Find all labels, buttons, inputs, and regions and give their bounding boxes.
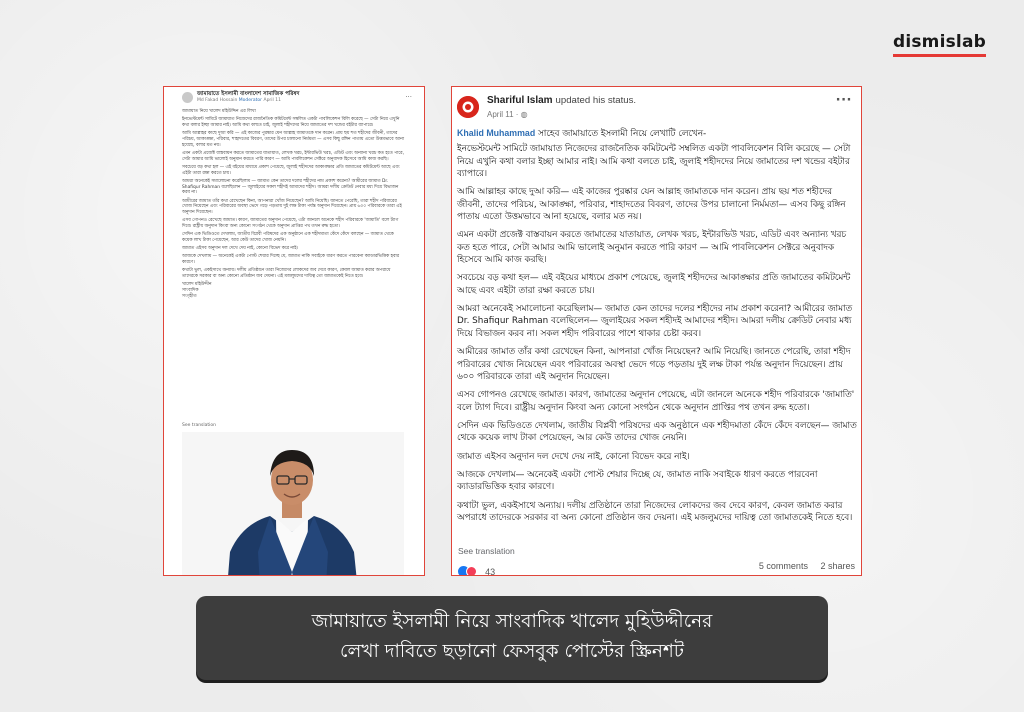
post-stats: [749, 561, 855, 571]
left-paragraph: ইনভেস্টমেন্ট সামিটে জামায়াত নিজেদের রাজনৈতিক কমিটমেন্ট সম্বলিত একটা পাবলিকেশন বিলি করেছে — সেটা নিয়ে এখুনি কথা বলার ইচ্ছা আমার নাই। আমি কথা বলতে চাই, জুলাই শহীদদের নিয়ে জামাতের দশ খন্ডের বইটার ব্যাপারে।: [182, 117, 400, 128]
post-paragraph: এসব গোপনও রেখেছে জামাত। কারণ, জামাতের অনুদান পেয়েছে, এটা জানলে অনেকে শহীদ পরিবারকে 'জামাতি' বলে ট্যাগ দিবে। রাষ্ট্রীয় অনুদান কিংবা অন্য কোনো সংগঠন থেকে অনুদান প্রাপ্তির পথ তখন রুদ্ধ হতো।: [457, 390, 855, 413]
reaction-count: 43: [485, 566, 496, 576]
left-signature-collected: সংগৃহীত: [182, 293, 197, 299]
caption-line-1: জামায়াতে ইসলামী নিয়ে সাংবাদিক খালেদ মুহিউদ্দীনের: [311, 611, 713, 632]
post-header: [487, 95, 636, 106]
left-post-date[interactable]: April 11: [263, 98, 281, 103]
see-translation-link[interactable]: See translation: [458, 546, 515, 556]
post-intro: [457, 127, 857, 140]
post-action: updated his status.: [555, 95, 637, 106]
post-date[interactable]: [487, 110, 528, 119]
post-paragraph: সবচেয়ে বড় কথা হল— এই বইয়ের মাধ্যমে প্রকাশ পেয়েছে, জুলাই শহীদদের আকাঙ্ক্ষার প্রতি জামাতের কমিটমেন্ট আছে এবং এইটা তারা রক্ষা করতে চায়।: [457, 273, 851, 296]
left-see-translation[interactable]: See translation: [182, 423, 217, 428]
love-reaction-icon: [466, 566, 477, 576]
left-more-icon[interactable]: ···: [405, 93, 412, 101]
post-paragraph: এমন একটা প্রজেক্ট বাস্তবায়ন করতে জামাতের যাতায়াত, লেখক খরচ, ইন্টারভিউ খরচ, এডিট এবং অন্যান্য খরচ কত হতে পারে, সেটা আমার আমি ভালোই অনুমান করতে পারি কারণ — আমি পাবলিকেশন সেক্টরে অনুবাদক হিসেবে আমি কাজ করছি।: [457, 230, 847, 266]
post-paragraph: কথাটা ভুল, একইসাথে অন্যায়। দলীয় প্রতিষ্ঠানে তারা নিজেদের লোকদের জব দেবে কারণ, কেবল জামাত করার অপরাধে তাদেরকে সরকার বা অন্য কোনো প্রতিষ্ঠান জব দেয়না। এই মজলুমদের দায়িত্ব তো জামাতকেই নিতে হবে।: [457, 500, 853, 523]
left-paragraph: সেদিন এক ভিডিওতে দেখলাম, জাতীয় বিপ্লবী পরিষদের এক অনুষ্ঠানে এক শহীদমাতা কেঁদে কেঁদে বলছেন — জামাত থেকে কয়েক লাখ টাকা পেয়েছেন, আর কেউ তাদের খোজ নেয়নি।: [182, 232, 394, 243]
post-paragraph: আমি আল্লাহর কাছে দুআ করি— এই কাজের পুরষ্কার যেন আল্লাহ জামাতকে দান করেন। প্রায় ছয় শত শহীদের জীবনী, তাদের পরিচয়, আকাঙ্ক্ষা, পরিবার, শাহাদতের বিবরণ, তাদের উপর চালানো নির্মমতা— এসব কিছু রঙ্গিন পাতায় এতো উত্তমভাবে আনা হয়েছে, বলার মত নয়।: [457, 187, 846, 223]
left-post-body: [182, 109, 404, 299]
post-author[interactable]: Shariful Islam: [487, 95, 553, 106]
post-paragraph: আমীরের জামাত তাঁর কথা রেখেছেন কিনা, আপনারা খোঁজ নিয়েছেন? আমি নিয়েছি। জানতে পেরেছি, তারা শহীদ পরিবারের খোজ নিয়েছেন এবং পরিবারের অবস্থা ভেদে গড়ে পড়তায় দুই লক্ষ টাকা পর্যন্ত অনুদান দিয়েছেন। প্রায় ৬০০ পরিবারকে তারা এই অনুদান দিয়েছেন।: [457, 347, 851, 382]
left-paragraph: এমন একটা প্রজেক্ট বাস্তবায়ন করতে জামাতের যাতায়াত, লেখক খরচ, ইন্টারভিউ খরচ, এডিট এবং অন্যান্য খরচ কত হতে পারে, সেটা আমার আমি ভালোই অনুমান করতে পারি কারণ — আমি পাবলিকেশন সেক্টরে অনুবাদক হিসেবে আমি কাজ করছি।: [182, 150, 404, 162]
globe-icon: ◍: [520, 110, 528, 119]
comment-count[interactable]: 5 comments: [758, 561, 808, 571]
left-paragraph: আমি আল্লাহর কাছে দুআ করি — এই কাজের পুরষ্কার যেন আল্লাহ জামাতকে দান করেন। প্রায় ছয় শত শহীদের জীবনী, তাদের পরিচয়, আকাঙ্ক্ষা, পরিবার, শাহাদতের বিবরণ, তাদের উপর চালানো নির্মমতা — এসব কিছু রঙ্গিন পাতায় এতো উত্তমভাবে আনা হয়েছে, বলার মত নয়।: [182, 131, 404, 148]
person-photo: [182, 432, 404, 576]
right-post-screenshot: [451, 86, 862, 576]
post-paragraph: আজকে দেখলাম— অনেকেই একটা পোস্ট শেয়ার দিচ্ছে যে, জামাত নাকি সবাইকে ধারণ করতে পারবেনা ক্যাডারভিত্তিক হবার কারণে।: [457, 469, 818, 493]
intro-text: সাহেব জামায়াতে ইসলামী নিয়ে লেখাটি লেখেন-: [535, 129, 707, 139]
left-paragraph: জামাত এইসব অনুদান দল দেখে দেয় নাই, কোনো বিভেদ করে নাই।: [182, 246, 299, 252]
mention-link[interactable]: Khalid Muhammad: [457, 128, 536, 138]
left-signature-name: খালেদ মহিউদ্দীন: [182, 282, 212, 288]
more-options-icon[interactable]: ···: [835, 93, 852, 108]
left-post-avatar[interactable]: [182, 92, 193, 103]
reactions-summary[interactable]: [458, 561, 495, 575]
brand-name: dismislab: [892, 32, 986, 52]
left-paragraph: কথাটা ভুল, একইসাথে অন্যায়। দলীয় প্রতিষ্ঠানে তারা নিজেদের লোকদের জব দেবে কারণ, কেবল জামাত করার অপরাধে তাদেরকে সরকার বা অন্য কোনো প্রতিষ্ঠান জব দেয়না। এই মজলুমদের দায়িত্ব তো জামাতকেই নিতে হবে।: [182, 268, 391, 280]
post-paragraph: আমরা অনেকেই সমালোচনা করেছিলাম— জামাত কেন তাদের দলের শহীদের নাম প্রকাশ করেনা? আমীরের জামাত Dr. Shafiqur Rahman বলেছিলেন— জুলাইয়ের সকল শহীদই আমাদের শহীদ। আমরা দলীয় ক্রেডিট নেবার মধ্য দিয়ে বিভাজন করব না। সকল শহীদ পরিবারের পাশে থাকার চেষ্টা করব।: [457, 304, 853, 339]
left-paragraph: আমীরের জামাত তাঁর কথা রেখেছেন কিনা, আপনারা খোঁজ নিয়েছেন? আমি নিয়েছি। জানতে পেরেছি, তারা শহীদ পরিবারের খোজ নিয়েছেন এবং পরিবারের অবস্থা ভেদে গড়ে পড়তায় দুই লক্ষ টাকা পর্যন্ত অনুদান দিয়েছেন। প্রায় ৬০০ পরিবারকে তারা এই অনুদান দিয়েছেন।: [182, 198, 402, 215]
avatar-emblem-icon: [457, 96, 479, 118]
left-paragraph: আমরা অনেকেই সমালোচনা করেছিলাম — জামাত কেন তাদের দলের শহীদের নাম প্রকাশ করেনা? আমীরের জামাত Dr. Shafiqur Rahman বলেছিলেন — জুলাইয়ের সকল শহীদই আমাদের শহীদ। আমরা দলীয় ক্রেডিট নেবার মধ্য দিয়ে বিভাজন করব না।: [182, 178, 399, 196]
left-post-meta: [197, 98, 281, 103]
left-paragraph: আজকে দেখলাম — অনেকেই একটা পোস্ট শেয়ার দিচ্ছে যে, জামাত নাকি সবাইকে ধারণ করতে পারবেনা ক্যাডারভিত্তিক হবার কারণে।: [182, 254, 400, 266]
left-post-page-name[interactable]: জামায়াতে ইসলামী বাংলাদেশ সামাজিক পরিষদ: [197, 91, 300, 97]
left-paragraph: জামায়াত নিয়ে খালেদ মহিউদ্দিন এর লিখা: [182, 109, 256, 114]
post-date-text: April 11 ·: [487, 110, 519, 119]
brand-underline: [893, 54, 986, 57]
caption-line-2: লেখা দাবিতে ছড়ানো ফেসবুক পোস্টের স্ক্রিনশট: [340, 641, 684, 662]
share-count[interactable]: 2 shares: [820, 561, 855, 571]
left-post-role: Moderator: [238, 98, 263, 103]
left-post-author[interactable]: Md Fakad Hossain: [197, 98, 238, 103]
left-paragraph: সবচেয়ে বড় কথা হল — এই বইয়ের মাধ্যমে প্রকাশ পেয়েছে, জুলাই শহীদদের আকাঙ্ক্ষার প্রতি জামাতের কমিটমেন্ট আছে এবং এইটা তারা রক্ষা করতে চায়।: [182, 164, 400, 176]
post-paragraph: ইনভেস্টমেন্ট সামিটে জামায়াত নিজেদের রাজনৈতিক কমিটমেন্ট সম্বলিত একটা পাবলিকেশন বিলি করেছে — সেটা নিয়ে এখুনি কথা বলার ইচ্ছা আমার নাই। আমি কথা বলতে চাই, জুলাই শহীদদের নিয়ে জামাতের দশ খন্ডের বইটার ব্যাপারে।: [457, 144, 851, 180]
post-body: [457, 127, 857, 530]
left-post-screenshot: [163, 86, 425, 576]
post-paragraph: সেদিন এক ভিডিওতে দেখলাম, জাতীয় বিপ্লবী পরিষদের এক অনুষ্ঠানে এক শহীদমাতা কেঁদে কেঁদে বলছেন— জামাত থেকে কয়েক লাখ টাকা পেয়েছেন, আর কেউ তাদের খোজ নেয়নি।: [457, 420, 857, 444]
profile-avatar[interactable]: [457, 96, 479, 118]
dismislab-logo: [893, 32, 986, 52]
left-signature-title: সাংবাদিক: [182, 288, 199, 293]
post-paragraph: জামাত এইসব অনুদান দল দেখে দেয় নাই, কোনো বিভেদ করে নাই।: [457, 451, 690, 462]
left-post-header: [182, 91, 412, 105]
person-illustration: [182, 432, 404, 576]
caption-banner: [196, 596, 828, 680]
left-paragraph: এসব গোপনও রেখেছে জামাত। কারণ, জামাতের অনুদান পেয়েছে, এটা জানলে অনেকে শহীদ পরিবারকে 'জামাতি' বলে ট্যাগ দিবে। রাষ্ট্রীয় অনুদান কিংবা অন্য কোনো সংগঠন থেকে অনুদান প্রাপ্তির পথ তখন রুদ্ধ হতো।: [182, 218, 399, 229]
